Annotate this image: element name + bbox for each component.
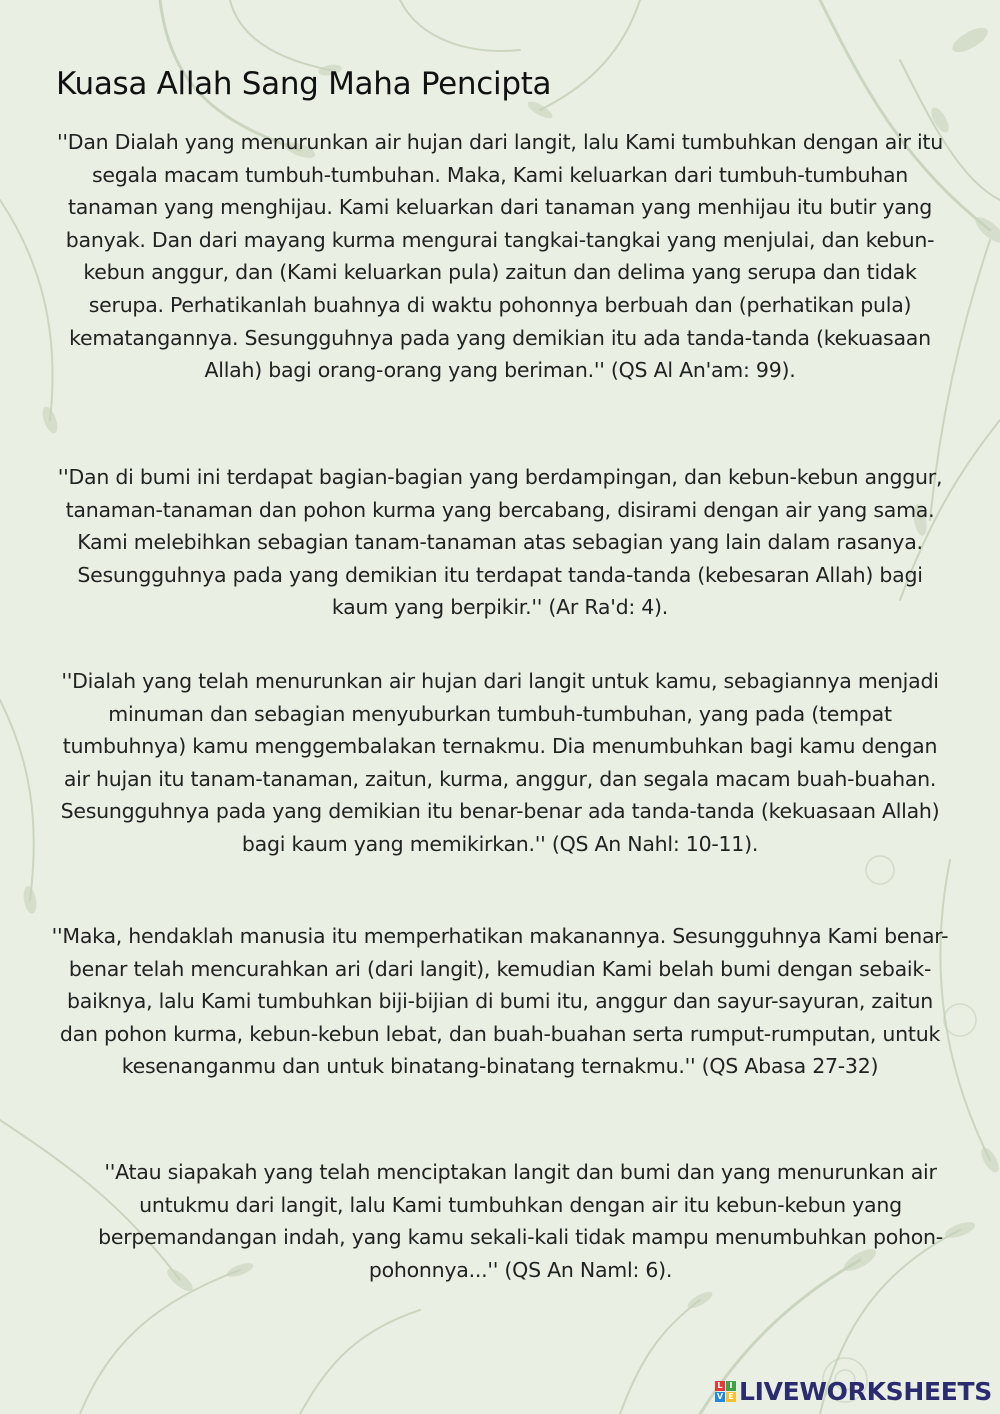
liveworksheets-watermark [715,1377,992,1406]
watermark-text: LIVEWORKSHEETS [738,1377,992,1406]
verse-paragraph: ''Dan di bumi ini terdapat bagian-bagian yang berdampingan, dan kebun-kebun anggur, tanaman-tanaman dan pohon kurma yang bercabang, disirami dengan air yang sama. Kami melebihkan sebagian tanam-tanaman atas sebagian yang lain dalam rasanya. Sesungguhnya pada yang demikian itu terdapat tanda-tanda (kebesaran Allah) bagi kaum yang berpikir.'' (Ar Ra'd: 4). [57,465,943,620]
logo-letter: E [726,1392,736,1402]
verse-paragraph: ''Dan Dialah yang menurunkan air hujan dari langit, lalu Kami tumbuhkan dengan air itu segala macam tumbuh-tumbuhan. Maka, Kami keluarkan dari tumbuh-tumbuhan tanaman yang menghijau. Kami keluarkan dari tanaman yang menhijau itu butir yang banyak. Dan dari mayang kurma mengurai tangkai-tangkai yang menjulai, dan kebun-kebun anggur, dan (Kami keluarkan pula) zaitun dan delima yang serupa dan tidak serupa. Perhatikanlah buahnya di waktu pohonnya berbuah dan (perhatikan pula) kematangannya. Sesungguhnya pada yang demikian itu ada tanda-tanda (kekuasaan Allah) bagi orang-orang yang beriman.'' (QS Al An'am: 99). [57,130,943,383]
logo-letter: V [716,1392,724,1401]
logo-letter: L [715,1381,725,1391]
logo-letter: I [726,1381,736,1391]
verse-paragraph: ''Maka, hendaklah manusia itu memperhatikan makanannya. Sesungguhnya Kami benar-benar telah mencurahkan ari (dari langit), kemudian Kami belah bumi dengan sebaik-baiknya, lalu Kami tumbuhkan biji-bijian di bumi itu, anggur dan sayur-sayuran, zaitun dan pohon kurma, kebun-kebun lebat, dan buah-buahan serta rumput-rumputan, untuk kesenanganmu dan untuk binatang-binatang ternakmu.'' (QS Abasa 27-32) [51,924,949,1079]
page-title: Kuasa Allah Sang Maha Pencipta [56,66,552,102]
verse-paragraph: ''Atau siapakah yang telah menciptakan langit dan bumi dan yang menurunkan air untukmu dari langit, lalu Kami tumbuhkan dengan air itu kebun-kebun yang berpemandangan indah, yang kamu sekali-kali tidak mampu menumbuhkan pohon-pohonnya...'' (QS An Naml: 6). [98,1160,943,1282]
liveworksheets-logo-icon [715,1381,736,1402]
verse-paragraph: ''Dialah yang telah menurunkan air hujan dari langit untuk kamu, sebagiannya menjadi minuman dan sebagian menyuburkan tumbuh-tumbuhan, yang pada (tempat tumbuhnya) kamu menggembalakan ternakmu. Dia menumbuhkan bagi kamu dengan air hujan itu tanam-tanaman, zaitun, kurma, anggur, dan segala macam buah-buahan. Sesungguhnya pada yang demikian itu benar-benar ada tanda-tanda (kekuasaan Allah) bagi kaum yang memikirkan.'' (QS An Nahl: 10-11). [60,669,940,856]
